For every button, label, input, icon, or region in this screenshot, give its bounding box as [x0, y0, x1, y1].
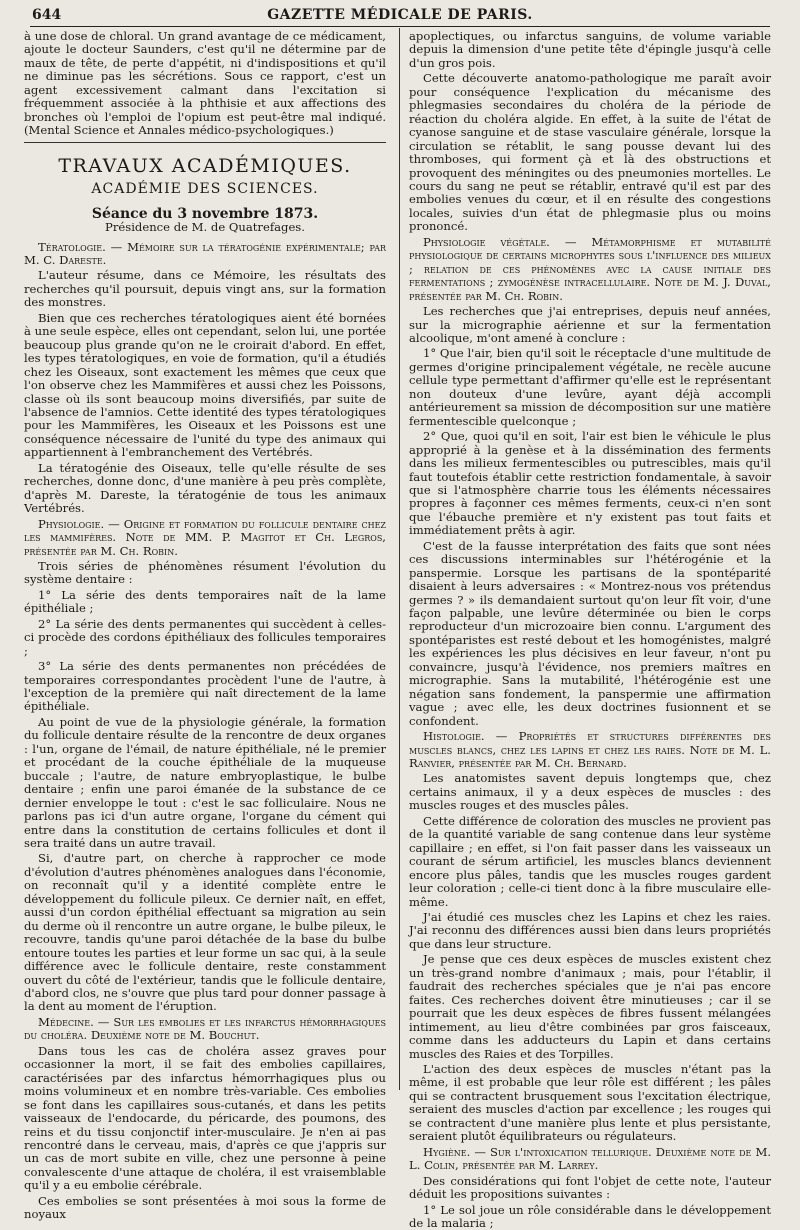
- paragraph: Des considérations qui font l'objet de cette note, l'auteur déduit les propositions suivantes :: [409, 1173, 771, 1202]
- paragraph: Dans tous les cas de choléra assez graves pour occasionner la mort, il se fait des embolies capillaires, caractérisées par des infarctus hémorrhagiques plus ou moins volumineux et en nombre très-variable. Ces embolies se font dans les capillaires sous-cutanés, et dans les petits vaisseaux de l'endocarde, du péricarde, des poumons, des reins et du tissu conjonctif inter-musculaire. Je n'en ai pas rencontré dans le cerveau, mais, d'après ce que j'appris sur un cas de mort subite en ville, chez une personne à peine convalescente d'une attaque de choléra, il est vraisemblable qu'il y a eu embolie cérébrale.: [24, 1043, 386, 1193]
- list-item: 2° La série des dents permanentes qui succèdent à celles-ci procède des cordons épithéliaux des follicules temporaires ;: [24, 616, 386, 658]
- paragraph: Les recherches que j'ai entreprises, depuis neuf années, sur la micrographie aérienne et sur la fermentation alcoolique, m'ont amené à conclure :: [409, 304, 771, 345]
- academy-title: ACADÉMIE DES SCIENCES.: [91, 180, 319, 197]
- paragraph: J'ai étudié ces muscles chez les Lapins et chez les raies. J'ai reconnu des différences aussi bien dans leurs propriétés que dans leur structure.: [409, 910, 771, 951]
- paragraph: C'est de la fausse interprétation des faits que sont nées ces discussions interminables sur l'hétérogénie et la panspermie. Lorsque les partisans de la spontéparité disaient à leurs adversaires : « Montrez-nous vos prétendus germes ? » ils demandaient surtout qu'on leur fît voir, d'une façon palpable, une levûre déterminée ou bien le corps reproducteur d'un microzoaire bien connu. L'argument des spontéparistes est resté debout et les homogénistes, malgré les expériences les plus décisives en leur faveur, n'ont pu convaincre, jusqu'à l'évidence, nos premiers maîtres en micrographie. Sans la mutabilité, l'hétérogénie est une négation sans fondement, la panspermie une affirmation vague ; avec elle, les deux doctrines fusionnent et se confondent.: [409, 538, 771, 728]
- physiologie-vegetale-heading-text: Physiologie végétale. — Métamorphisme et mutabilité physiologique de certains microphytes sous l'influence des milieux ; relation de ces phénomènes avec la cause initiale des fermentations ; zymogénèse intracellulaire. Note de M. J. Duval, présentée par M. Ch. Robin.: [409, 234, 771, 303]
- paragraph: L'action des deux espèces de muscles n'étant pas la même, il est probable que leur rôle est différent ; les pâles qui se contractent brusquement sous l'excitation électrique, seraient des muscles d'action par excellence ; les rouges qui se contractent d'une manière plus lente et plus persistante, seraient plutôt équilibrateurs ou régulateurs.: [409, 1061, 771, 1144]
- paragraph: Bien que ces recherches tératologiques aient été bornées à une seule espèce, elles ont cependant, selon lui, une portée beaucoup plus grande qu'on ne le croirait d'abord. En effet, les types tératologiques, en voie de formation, qu'il a étudiés chez les Oiseaux, sont exactement les mêmes que ceux que l'on observe chez les Mammifères et aussi chez les Poissons, classe où ils sont beaucoup moins diversifiés, par suite de l'absence de l'amnios. Cette identité des types tératologiques pour les Mammifères, les Oiseaux et les Poissons est une conséquence nécessaire de l'unité du type des animaux qui appartiennent à l'embranchement des Vertébrés.: [24, 310, 386, 460]
- page-number: 644: [32, 7, 62, 23]
- histologie-heading: [409, 730, 771, 770]
- physiologie-heading: [24, 518, 386, 558]
- medecine-heading: [24, 1016, 386, 1043]
- page-header: [30, 6, 770, 27]
- list-item: 1° La série des dents temporaires naît de la lame épithéliale ;: [24, 587, 386, 616]
- paragraph: Cette découverte anatomo-pathologique me paraît avoir pour conséquence l'explication du mécanisme des phlegmasies secondaires du choléra de la période de réaction du choléra algide. En effet, à la suite de l'état de cyanose sanguine et de stase vasculaire générale, lorsque la circulation se rétablit, le sang pousse devant lui des thromboses, qui forment çà et là des obstructions et provoquent des méningites ou des pneumonies mortelles. Le cours du sang ne peut se rétablir, entravé qu'il est par des embolies venues du cœur, et il en résulte des congestions locales, suivies d'un état de phlegmasie plus ou moins prononcé.: [409, 71, 771, 234]
- paragraph: Les anatomistes savent depuis longtemps que, chez certains animaux, il y a deux espèces de muscles : des muscles rouges et des muscles pâles.: [409, 771, 771, 813]
- hygiene-heading: [409, 1146, 771, 1173]
- seance-date: Séance du 3 novembre 1873.: [91, 205, 319, 222]
- intro-paragraph: à une dose de chloral. Un grand avantage de ce médicament, ajoute le docteur Saunders, c'est qu'il ne détermine par de maux de tête, de perte d'appétit, ni d'indispositions et qu'il ne diminue pas les sécrétions. Sous ce rapport, c'est un agent excessivement calmant dans l'excitation si fréquemment associée à la phthisie et aux affections des bronches où l'emploi de l'opium est peut-être mal indiqué. (Mental Science et Annales médico-psychologiques.): [24, 29, 386, 138]
- histologie-heading-text: Histologie. — Propriétés et structures différentes des muscles blancs, chez les lapins et chez les raies. Note de M. L. Ranvier, présentée par M. Ch. Bernard.: [409, 729, 771, 771]
- paragraph: L'auteur résume, dans ce Mémoire, les résultats des recherches qu'il poursuit, depuis vingt ans, sur la formation des monstres.: [24, 268, 386, 310]
- physiologie-heading-text: Physiologie. — Origine et formation du follicule dentaire chez les mammifères. Note de MM. P. Magitot et Ch. Legros, présentée par M. Ch. Robin.: [24, 516, 386, 558]
- paragraph: Au point de vue de la physiologie générale, la formation du follicule dentaire résulte de la rencontre de deux organes : l'un, organe de l'émail, de nature épithéliale, né le premier et procédant de la couche épithéliale de la muqueuse buccale ; l'autre, de nature embryoplastique, le bulbe dentaire ; enfin une paroi émanée de la substance de ce dernier enveloppe le tout : c'est le sac folliculaire. Nous ne parlons pas ici d'un autre organe, l'organe du cément qui entre dans la constitution de certains follicules et dont il sera traité dans un autre travail.: [24, 714, 386, 851]
- medecine-heading-text: Médecine. — Sur les embolies et les infarctus hémorrhagiques du choléra. Deuxième note de M. Bouchut.: [24, 1014, 386, 1043]
- paragraph: apoplectiques, ou infarctus sanguins, de volume variable depuis la dimension d'une petite tête d'épingle jusqu'à celle d'un gros pois.: [409, 29, 771, 70]
- presidence-line: Présidence de M. de Quatrefages.: [105, 220, 305, 235]
- left-column: [24, 29, 386, 1222]
- teratologie-heading: [24, 241, 386, 268]
- paragraph: Si, d'autre part, on cherche à rapprocher ce mode d'évolution d'autres phénomènes analogues dans l'économie, on reconnaît qu'il y a identité complète entre le développement du follicule pileux. Ce dernier naît, en effet, aussi d'un cordon épithélial effectuant sa migration au sein du derme où il rencontre un autre organe, le bulbe pileux, le recouvre, tandis qu'une paroi détachée de la base du bulbe entoure toutes les parties et leur forme un sac qui, à la seule différence avec le follicule dentaire, reste constamment ouvert du côté de l'extérieur, tandis que le follicule dentaire, d'abord clos, ne s'ouvre que plus tard pour donner passage à la dent au moment de l'éruption.: [24, 851, 386, 1014]
- teratologie-heading-text: Tératologie. — Mémoire sur la tératogénie expérimentale; par M. C. Dareste.: [24, 239, 386, 267]
- paragraph: Cette différence de coloration des muscles ne provient pas de la quantité variable de sang contenue dans leur système capillaire ; en effet, si l'on fait passer dans les vaisseaux un courant de sérum artificiel, les muscles blancs deviennent encore plus pâles, tandis que les muscles rouges gardent leur coloration ; celle-ci tient donc à la fibre musculaire elle-même.: [409, 813, 771, 909]
- list-item: 3° La série des dents permanentes non précédées de temporaires correspondantes procèdent l'une de l'autre, à l'exception de la première qui naît directement de la lame épithéliale.: [24, 659, 386, 714]
- paragraph: La tératogénie des Oiseaux, telle qu'elle résulte de ses recherches, donne donc, d'une manière à peu près complète, d'après M. Dareste, la tératogénie de tous les animaux Vertébrés.: [24, 460, 386, 516]
- right-column: [409, 29, 771, 1230]
- rule: [24, 142, 386, 143]
- physiologie-vegetale-heading: [409, 236, 771, 303]
- paragraph: Je pense que ces deux espèces de muscles existent chez un très-grand nombre d'animaux ; mais, pour l'établir, il faudrait des recherches spéciales que je n'ai pas encore faites. Ces recherches doivent être minutieuses ; car il se pourrait que les deux espèces de fibres fussent mélangées intimement, au lieu d'être combinées par gros faisceaux, comme dans les adducteurs du Lapin et dans certains muscles des Raies et des Torpilles.: [409, 952, 771, 1061]
- section-title: TRAVAUX ACADÉMIQUES.: [58, 154, 352, 177]
- paragraph: Ces embolies se sont présentées à moi sous la forme de noyaux: [24, 1193, 386, 1222]
- paragraph: 2° Que, quoi qu'il en soit, l'air est bien le véhicule le plus approprié à la genèse et à la dissémination des ferments dans les milieux fermentescibles ou putrescibles, mais qu'il faut toutefois établir cette restriction fondamentale, à savoir que si l'atmosphère charrie tous les éléments nécessaires propres à façonner ces mêmes ferments, ceux-ci n'en sont que l'ébauche première et n'y existent pas tout faits et immédiatement prêts à agir.: [409, 429, 771, 538]
- journal-title: GAZETTE MÉDICALE DE PARIS.: [267, 7, 533, 23]
- paragraph: 1° Le sol joue un rôle considérable dans le développement de la malaria ;: [409, 1202, 771, 1230]
- column-divider: [399, 28, 400, 1090]
- paragraph: 1° Que l'air, bien qu'il soit le réceptacle d'une multitude de germes d'origine principalement végétale, ne recèle aucune cellule type permettant d'affirmer qu'elle est le représentant non douteux d'une levûre, ayant déjà accompli antérieurement sa mission de décomposition sur une matière fermentescible quelconque ;: [409, 346, 771, 428]
- paragraph: Trois séries de phénomènes résument l'évolution du système dentaire :: [24, 558, 386, 587]
- hygiene-heading-text: Hygiène. — Sur l'intoxication tellurique. Deuxième note de M. L. Colin, présentée par M. Larrey.: [409, 1144, 771, 1173]
